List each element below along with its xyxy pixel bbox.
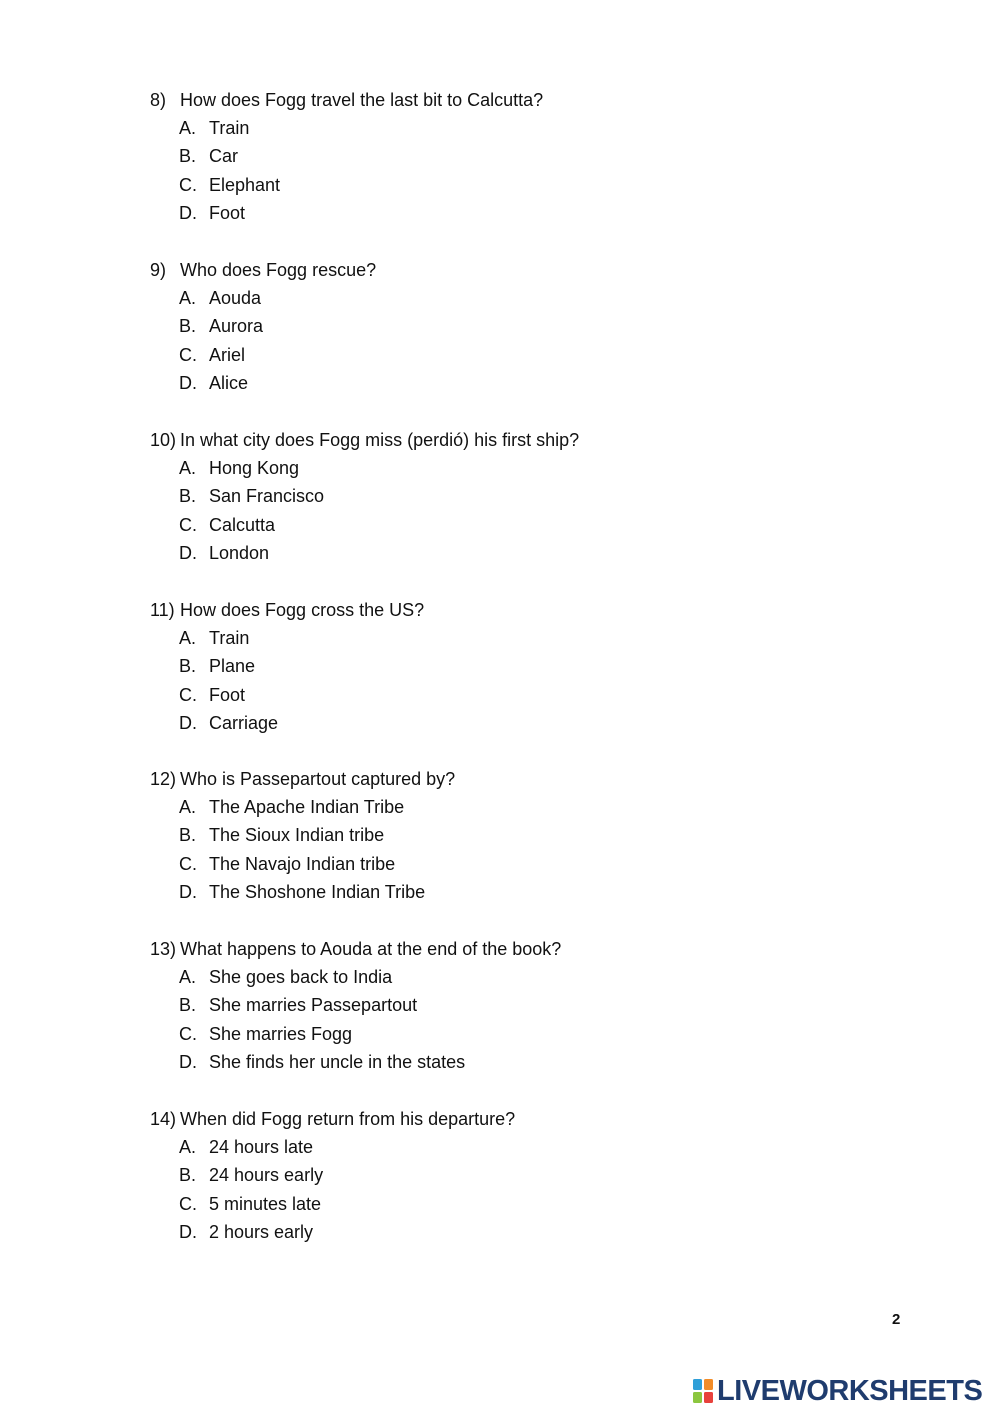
question-prompt: Who is Passepartout captured by? bbox=[180, 769, 456, 789]
answer-option bbox=[150, 171, 850, 199]
question-number: 8) bbox=[150, 90, 167, 110]
option-text: She goes back to India bbox=[209, 967, 393, 987]
answer-option bbox=[150, 312, 850, 340]
question-number: 14) bbox=[150, 1109, 177, 1129]
option-text: Car bbox=[209, 146, 239, 167]
liveworksheets-footer bbox=[692, 1374, 982, 1408]
option-letter: A. bbox=[179, 288, 197, 308]
answer-option bbox=[150, 142, 850, 170]
question-8 bbox=[150, 86, 850, 227]
option-letter: D. bbox=[179, 372, 197, 393]
option-text: London bbox=[209, 542, 270, 563]
question-prompt: Who does Fogg rescue? bbox=[180, 260, 377, 280]
answer-option bbox=[150, 369, 850, 397]
option-letter: A. bbox=[179, 118, 197, 138]
option-text: She finds her uncle in the states bbox=[209, 1051, 466, 1072]
question-13 bbox=[150, 935, 850, 1076]
question-text bbox=[150, 765, 850, 793]
option-text: Aurora bbox=[209, 316, 264, 337]
question-prompt: In what city does Fogg miss (perdió) his first ship? bbox=[180, 430, 580, 450]
option-letter: B. bbox=[179, 486, 197, 507]
option-letter: D. bbox=[179, 712, 197, 733]
option-text: Carriage bbox=[209, 712, 279, 733]
answer-option bbox=[150, 1218, 850, 1246]
option-letter: A. bbox=[179, 1137, 197, 1157]
option-text: 24 hours late bbox=[209, 1137, 314, 1157]
question-text bbox=[150, 426, 850, 454]
option-letter: A. bbox=[179, 628, 197, 648]
option-text: 5 minutes late bbox=[209, 1193, 322, 1214]
option-text: Hong Kong bbox=[209, 458, 300, 478]
option-text: The Apache Indian Tribe bbox=[209, 797, 405, 817]
question-text bbox=[150, 596, 850, 624]
answer-option bbox=[150, 991, 850, 1019]
answer-option bbox=[150, 821, 850, 849]
question-9 bbox=[150, 256, 850, 397]
answer-option bbox=[150, 284, 850, 312]
answer-option bbox=[150, 1190, 850, 1218]
option-text: She marries Fogg bbox=[209, 1023, 353, 1044]
option-letter: D. bbox=[179, 202, 197, 223]
question-number: 10) bbox=[150, 430, 177, 450]
option-letter: B. bbox=[179, 1165, 197, 1186]
option-letter: A. bbox=[179, 458, 197, 478]
question-text bbox=[150, 935, 850, 963]
answer-option bbox=[150, 1048, 850, 1076]
question-prompt: When did Fogg return from his departure? bbox=[180, 1109, 516, 1129]
option-text: Plane bbox=[209, 656, 256, 677]
question-14 bbox=[150, 1105, 850, 1246]
option-letter: C. bbox=[179, 1023, 197, 1044]
option-letter: B. bbox=[179, 995, 197, 1016]
answer-option bbox=[150, 199, 850, 227]
answer-option bbox=[150, 511, 850, 539]
option-text: Foot bbox=[209, 202, 246, 223]
option-text: The Sioux Indian tribe bbox=[209, 825, 385, 846]
question-number: 12) bbox=[150, 769, 177, 789]
question-11 bbox=[150, 596, 850, 737]
option-letter: A. bbox=[179, 797, 197, 817]
answer-option bbox=[150, 114, 850, 142]
option-letter: B. bbox=[179, 316, 197, 337]
option-letter: B. bbox=[179, 656, 197, 677]
option-text: 24 hours early bbox=[209, 1165, 324, 1186]
option-letter: C. bbox=[179, 514, 197, 535]
option-text: The Navajo Indian tribe bbox=[209, 853, 396, 874]
answer-option bbox=[150, 709, 850, 737]
answer-option bbox=[150, 878, 850, 906]
answer-option bbox=[150, 1161, 850, 1189]
option-text: Train bbox=[209, 118, 250, 138]
answer-option bbox=[150, 963, 850, 991]
option-letter: C. bbox=[179, 684, 197, 705]
option-text: Foot bbox=[209, 684, 246, 705]
option-letter: C. bbox=[179, 853, 197, 874]
option-letter: D. bbox=[179, 1221, 197, 1242]
option-text: 2 hours early bbox=[209, 1221, 314, 1242]
question-number: 11) bbox=[150, 600, 175, 620]
option-letter: C. bbox=[179, 344, 197, 365]
question-10 bbox=[150, 426, 850, 567]
question-prompt: How does Fogg cross the US? bbox=[180, 600, 425, 620]
liveworksheets-logo-icon bbox=[692, 1378, 714, 1404]
option-text: Elephant bbox=[209, 174, 281, 195]
question-text bbox=[150, 256, 850, 284]
option-text: Alice bbox=[209, 372, 249, 393]
option-text: San Francisco bbox=[209, 486, 325, 507]
option-letter: C. bbox=[179, 1193, 197, 1214]
option-letter: D. bbox=[179, 542, 197, 563]
option-letter: D. bbox=[179, 1051, 197, 1072]
answer-option bbox=[150, 482, 850, 510]
answer-option bbox=[150, 850, 850, 878]
answer-option bbox=[150, 1020, 850, 1048]
answer-option bbox=[150, 793, 850, 821]
option-letter: D. bbox=[179, 881, 197, 902]
brand-name: LIVEWORKSHEETS bbox=[717, 1374, 983, 1407]
question-text bbox=[150, 1105, 850, 1133]
answer-option bbox=[150, 341, 850, 369]
option-text: She marries Passepartout bbox=[209, 995, 418, 1016]
option-text: Aouda bbox=[209, 288, 262, 308]
question-number: 13) bbox=[150, 939, 177, 959]
answer-option bbox=[150, 652, 850, 680]
question-prompt: What happens to Aouda at the end of the book? bbox=[180, 939, 562, 959]
answer-option bbox=[150, 539, 850, 567]
answer-option bbox=[150, 1133, 850, 1161]
option-text: Calcutta bbox=[209, 514, 276, 535]
option-letter: B. bbox=[179, 146, 197, 167]
question-prompt: How does Fogg travel the last bit to Calcutta? bbox=[180, 90, 544, 110]
question-text bbox=[150, 86, 850, 114]
option-text: Train bbox=[209, 628, 250, 648]
option-letter: C. bbox=[179, 174, 197, 195]
answer-option bbox=[150, 624, 850, 652]
option-letter: B. bbox=[179, 825, 197, 846]
answer-option bbox=[150, 681, 850, 709]
page-number: 2 bbox=[892, 1311, 901, 1328]
question-12 bbox=[150, 765, 850, 906]
option-letter: A. bbox=[179, 967, 197, 987]
answer-option bbox=[150, 454, 850, 482]
option-text: Ariel bbox=[209, 344, 246, 365]
question-number: 9) bbox=[150, 260, 167, 280]
option-text: The Shoshone Indian Tribe bbox=[209, 881, 426, 902]
